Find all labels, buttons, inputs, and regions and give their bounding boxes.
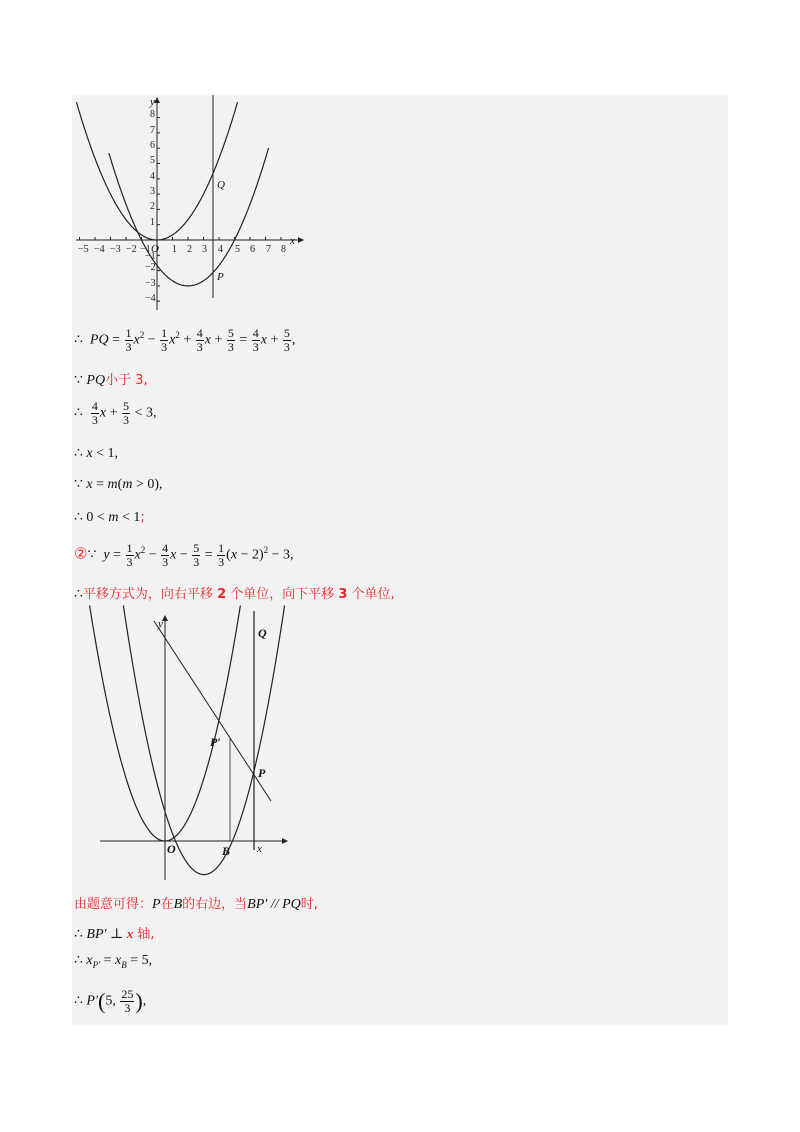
- y-tick-label: 8: [150, 109, 155, 120]
- line-perpendicular: ∴ BP′ ⊥ x 轴,: [74, 926, 155, 942]
- y-tick-label: 2: [150, 201, 155, 212]
- x-tick-label: 1: [172, 244, 177, 255]
- y-tick-label: 4: [150, 171, 155, 182]
- point-B-label: B: [222, 844, 231, 858]
- y-tick-label: −4: [145, 293, 156, 304]
- x-tick-label: −1: [140, 244, 151, 255]
- x-tick-label: −5: [78, 244, 89, 255]
- x-tick-label: 3: [202, 244, 207, 255]
- line-m-range: ∴ 0 < m < 1;: [74, 510, 145, 525]
- x-axis-label: x: [257, 843, 262, 855]
- x-axis-label: x: [290, 235, 295, 247]
- point-Q-label: Q: [217, 179, 225, 191]
- point-Q-label: Q: [258, 626, 267, 640]
- x-tick-label: −3: [110, 244, 121, 255]
- x-tick-label: 8: [281, 244, 286, 255]
- curve-shifted-parabola: [109, 148, 269, 286]
- y-tick-label: 7: [150, 125, 155, 136]
- figure-1-graph: [72, 95, 312, 320]
- y-tick-label: −3: [145, 278, 156, 289]
- figure-2-graph: [72, 605, 297, 885]
- x-tick-label: −4: [94, 244, 105, 255]
- line-x-coordinates: ∴ $x_{P'} = x_B = 5$,: [74, 953, 153, 970]
- line-p-prime-point: ∴ P′(5, $\frac{25}{3}$ ),: [74, 987, 147, 1015]
- origin-label: O: [167, 842, 176, 856]
- line-translation: ∴平移方式为，向右平移 2 个单位，向下平移 3 个单位,: [74, 587, 395, 602]
- curve-parabola-b: [123, 606, 284, 875]
- y-axis-label: y: [150, 96, 155, 108]
- y-tick-label: −2: [145, 262, 156, 273]
- y-tick-label: 5: [150, 155, 155, 166]
- y-tick-label: 1: [150, 217, 155, 228]
- point-P-label: P: [217, 271, 224, 283]
- y-tick-label: 6: [150, 140, 155, 151]
- origin-label: O: [151, 243, 159, 255]
- x-tick-label: −2: [126, 244, 137, 255]
- point-P-label: P: [258, 766, 266, 780]
- line-condition: 由题意可得：P在B的右边，当BP′ // PQ时,: [74, 897, 318, 912]
- line-vertex-form: ②∵ y = $\frac{1}{3}$ $x^2$ − $\frac{4}{3}$ x − $\frac{5}{3}$ = $\frac{1}{3}$ $(x - 2)^2 - 3$,: [74, 541, 294, 569]
- x-tick-label: 2: [187, 244, 192, 255]
- y-tick-label: 3: [150, 186, 155, 197]
- line-pq-expression: ∴ PQ = $\frac{1}{3}$ $x^2$ − $\frac{1}{3}$ $x^2$ + $\frac{4}{3}$ x + $\frac{5}{3}$ = $\frac{4}{3}$ x + $\frac{5}{3}$ ,: [74, 326, 296, 354]
- x-tick-label: 6: [250, 244, 255, 255]
- line-x-equals-m: ∵ x = m(m > 0),: [74, 477, 163, 492]
- point-P-prime-label: P′: [210, 735, 221, 749]
- y-axis-label: y: [158, 618, 163, 630]
- line-inequality: ∴ $\frac{4}{3}$ x + $\frac{5}{3}$ < 3,: [74, 399, 157, 427]
- x-tick-label: 5: [235, 244, 240, 255]
- x-tick-label: 4: [218, 244, 223, 255]
- line-pq-less-than-3: ∵ PQ小于 3,: [74, 373, 148, 388]
- line-x-less-than-1: ∴ x < 1,: [74, 446, 119, 461]
- x-tick-label: 7: [266, 244, 271, 255]
- y-tick-label: −1: [145, 251, 156, 262]
